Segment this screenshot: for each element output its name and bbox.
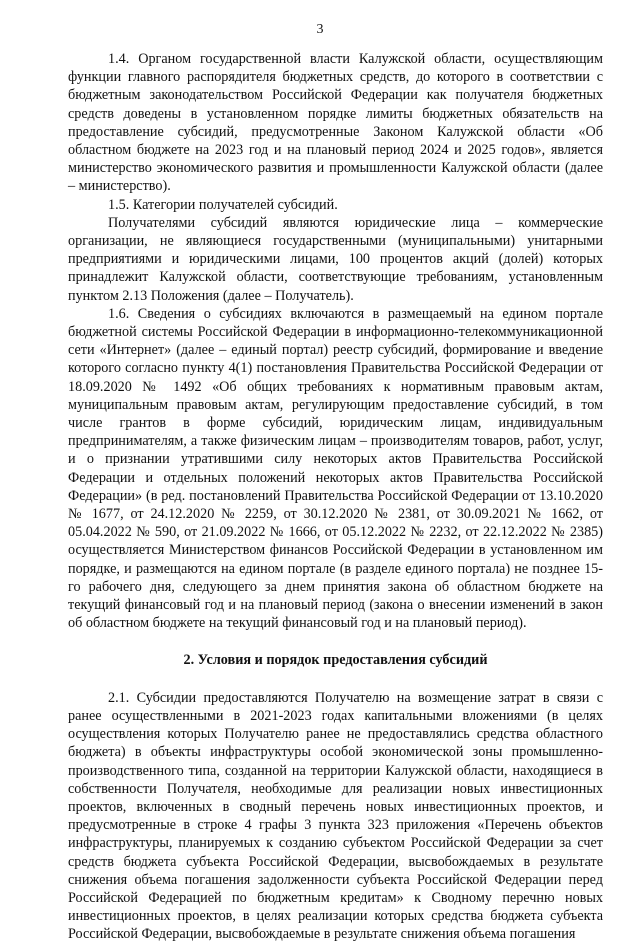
section-heading: 2. Условия и порядок предоставления субсидий (183, 651, 488, 668)
paragraph-2-1: 2.1. Субсидии предоставляются Получателю на возмещение затрат в связи с ранее осуществленными в 2021-2023 годах капитальными вложениями (в целях осуществления которых Получателю ранее не предоставлялись средства областного бюджета) в объекты инфраструктуры особой экономической зоны промышленно-производственного типа, созданной на территории Калужской области, находящиеся в собственности Получателя, необходимые для реализации новых инвестиционных проектов, включенных в сводный перечень новых инвестиционных проектов, и предусмотренные в строке 4 графы 3 пункта 323 приложения «Перечень объектов инфраструктуры, планируемых к созданию субъектом Российской Федерации за счет средств бюджета субъекта Российской Федерации, высвобождаемых в результате снижения объема погашения задолженности субъекта Российской Федерации перед Российской Федерацией по бюджетным кредитам» к Сводному перечню новых инвестиционных проектов, в целях реализации которых средства бюджета субъекта Российской Федерации, высвобождаемые в результате снижения объема погашения (68, 689, 603, 943)
document-body (68, 50, 603, 944)
paragraph-1-6: 1.6. Сведения о субсидиях включаются в размещаемый на едином портале бюджетной системы Российской Федерации в информационно-телекоммуникационной сети «Интернет» (далее – единый портал) реестр субсидий, формирование и введение которого согласно пункту 4(1) постановления Правительства Российской Федерации от 18.09.2020 № 1492 «Об общих требованиях к нормативным правовым актам, муниципальным правовым актам, регулирующим предоставление субсидий, в том числе грантов в форме субсидий, юридическим лицам, индивидуальным предпринимателям, а также физическим лицам – производителям товаров, работ, услуг, и о признании утратившими силу некоторых актов Правительства Российской Федерации и отдельных положений некоторых актов Правительства Российской Федерации» (в ред. постановлений Правительства Российской Федерации от 13.10.2020 № 1677, от 24.12.2020 № 2259, от 30.12.2020 № 2381, от 30.09.2021 № 1662, от 05.04.2022 № 590, от 21.09.2022 № 1666, от 05.12.2022 № 2232, от 22.12.2022 № 2385) осуществляется Министерством финансов Российской Федерации в установленном им порядке, и размещаются на едином портале (в разделе единого портала) не позднее 15-го рабочего дня, следующего за днем принятия закона об областном бюджете на текущий финансовый год и на плановый период (закона о внесении изменений в закон об областном бюджете на текущий финансовый год и на плановый период). (68, 305, 603, 632)
paragraph-1-5: 1.5. Категории получателей субсидий. (108, 196, 338, 213)
paragraph-recipients: Получателями субсидий являются юридические лица – коммерческие организации, не являющиеся государственными (муниципальными) унитарными предприятиями и юридическими лицами, 100 процентов акций (долей) которых принадлежит Калужской области, соответствующие требованиям, установленным пунктом 2.13 Положения (далее – Получатель). (68, 214, 603, 304)
page-number: 3 (316, 22, 324, 37)
paragraph-1-4: 1.4. Органом государственной власти Калужской области, осуществляющим функции главного распорядителя бюджетных средств, до которого в соответствии с бюджетным законодательством Российской Федерации как получателя бюджетных средств доведены в установленном порядке лимиты бюджетных обязательств на предоставление субсидий, предусмотренные Законом Калужской области «Об областном бюджете на 2023 год и на плановый период 2024 и 2025 годов», является министерство экономического развития и промышленности Калужской области (далее – министерство). (68, 51, 603, 195)
